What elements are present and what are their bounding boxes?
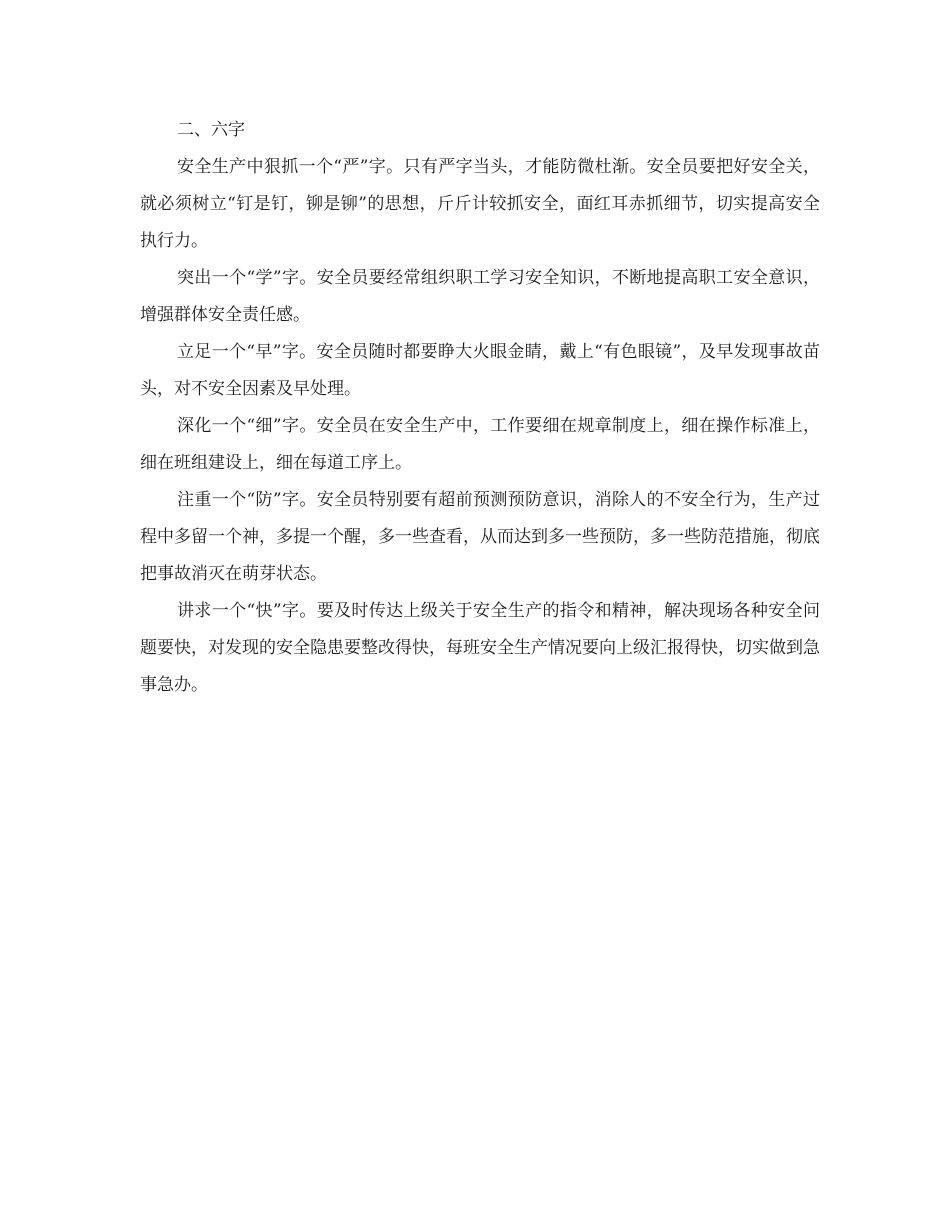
paragraph-fast: 讲求一个“快”字。要及时传达上级关于安全生产的指令和精神，解决现场各种安全问题要快，对发现的安全隐患要整改得快，每班安全生产情况要向上级汇报得快，切实做到急事急办。 xyxy=(140,601,820,695)
paragraph-early: 立足一个“早”字。安全员随时都要睁大火眼金睛，戴上“有色眼镜”，及早发现事故苗头，对不安全因素及早处理。 xyxy=(140,342,820,399)
paragraph-strict: 安全生产中狠抓一个“严”字。只有严字当头，才能防微杜渐。安全员要把好安全关，就必须树立“钉是钉，铆是铆”的思想，斤斤计较抓安全，面红耳赤抓细节，切实提高安全执行力。 xyxy=(140,157,820,251)
paragraph-learn: 突出一个“学”字。安全员要经常组织职工学习安全知识，不断地提高职工安全意识，增强群体安全责任感。 xyxy=(140,268,820,325)
document-body xyxy=(140,112,820,704)
section-heading: 二、六字 xyxy=(177,120,245,140)
paragraph-detail: 深化一个“细”字。安全员在安全生产中，工作要细在规章制度上，细在操作标准上，细在班组建设上，细在每道工序上。 xyxy=(140,416,820,473)
paragraph-prevent: 注重一个“防”字。安全员特别要有超前预测预防意识，消除人的不安全行为，生产过程中多留一个神，多提一个醒，多一些查看，从而达到多一些预防，多一些防范措施，彻底把事故消灭在萌芽状态。 xyxy=(140,490,820,584)
